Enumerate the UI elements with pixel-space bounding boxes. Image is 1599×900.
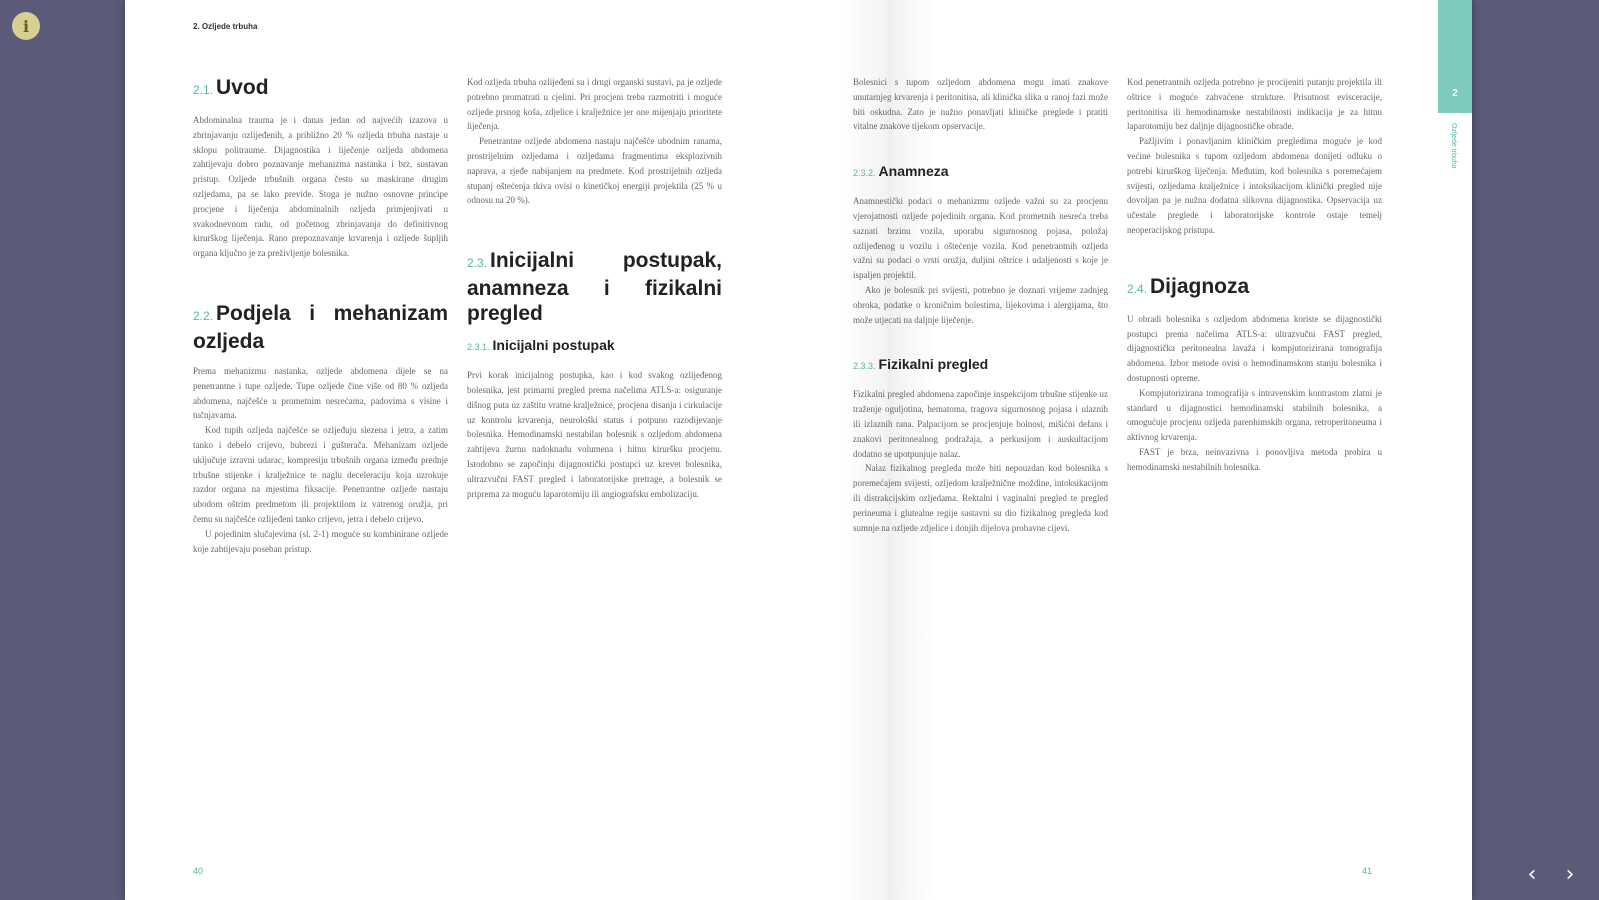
chapter-tab-label: Ozljede trbuha <box>1450 123 1457 169</box>
paragraph: U obradi bolesnika s ozljedom abdomena koriste se dijagnostički postupci prema načelima ATLS-a: ultrazvučni FAST pregled, dijagnostička peritonealna lavaža i kompjutorizirana tomografija abdomena. Izbor metode ovisi o hemodinamskom stanju bolesnika i dostupnosti opreme. <box>1127 313 1382 383</box>
subsection-number: 2.3.1. <box>467 342 490 353</box>
section-number: 2.3. <box>467 256 488 271</box>
paragraph: Kod tupih ozljeda najčešće se ozljeđuju slezena i jetra, a zatim tanko i debelo crijevo, bubrezi i gušterača. Mehanizam ozljede uključuje izravni udarac, kompresiju trbušnih organa između prednje trbušne stijenke i kralježnice te naglu deceleraciju koja uzrokuje razdor organa na mjestima fiksacije. Penetrantne ozljede nastaju ubodom oštrim predmetom ili projektilom iz vatrenog oružja, pri čemu su najčešće ozlijeđeni tanko crijevo, jetra i debelo crijevo. <box>193 425 448 524</box>
chapter-tab-number: 2 <box>1452 88 1458 99</box>
right-page-column-1 <box>853 75 1108 535</box>
section-heading-uvod <box>193 75 448 103</box>
paragraph: U pojedinim slučajevima (sl. 2-1) moguće su kombinirane ozljede koje zahtijevaju poseban pristup. <box>193 528 448 554</box>
section-number: 2.4. <box>1127 281 1148 296</box>
previous-page-button[interactable]: ‹ <box>1527 862 1537 887</box>
paragraph: Ako je bolesnik pri svijesti, potrebno je doznati vrijeme zadnjeg obroka, podatke o kroničnim bolestima, lijekovima i alergijama, što može utjecati na daljnje liječenje. <box>853 284 1108 325</box>
left-page-column-1 <box>193 75 448 556</box>
paragraph: Prvi korak inicijalnog postupka, kao i kod svakog ozlijeđenog bolesnika, jest primarni pregled prema načelima ATLS-a: osiguranje dišnog puta uz zaštitu vratne kralježnice, procjena disanja i cirkulacije uz kontrolu krvarenja, neurološki status i potpuno razodijevanje bolesnika. Hemodinamski nestabilan bolesnik s ozljedom abdomena zahtijeva žurnu nadoknadu volumena i hitnu kiruršku procjenu. Istodobno se započinju dijagnostički postupci uz krevet bolesnika, ultrazvučni FAST pregled i laboratorijske pretrage, a bolesnik se priprema za moguću laparotomiju ili angiografsku embolizaciju. <box>467 370 722 499</box>
paragraph: Bolesnici s tupom ozljedom abdomena mogu imati znakove unutarnjeg krvarenja i peritonitisa, ali klinička slika u ranoj fazi može biti oskudna. Zato je nužno ponavljati kliničke preglede i pratiti vitalne znakove tijekom opservacije. <box>853 77 1108 132</box>
paragraph: Prema mehanizmu nastanka, ozljede abdomena dijele se na penetrantne i tupe ozljede. Tupe ozljede čine više od 80 % ozljeda abdomena, najčešće u prometnim nesrećama, padovima s visine i tučnjavama. <box>193 365 448 421</box>
paragraph: Fizikalni pregled abdomena započinje inspekcijom trbušne stijenke uz traženje oguljotina, hematoma, tragova sigurnosnog pojasa i ulaznih ili izlaznih rana. Palpacijom se procjenjuje bolnost, mišićni defans i znakovi peritonealnog podražaja, a perkusijom i auskultacijom dodatno se upotpunjuje nalaz. <box>853 389 1108 459</box>
subsection-number: 2.3.2. <box>853 168 876 179</box>
section-number: 2.1. <box>193 83 214 97</box>
paragraph: Nalaz fizikalnog pregleda može biti nepouzdan kod bolesnika s poremećajem svijesti, ozljedom kralježnične moždine, intoksikacijom ili distrakcijskim ozljedama. Rektalni i vaginalni pregled te pregled perineuma i glutealne regije sastavni su dio fizikalnog pregleda kod sumnje na ozljede zdjelice i donjih dijelova probavne cijevi. <box>853 463 1108 533</box>
right-page-column-2 <box>1127 75 1382 475</box>
subsection-heading-inicijalni-postupak <box>467 336 722 356</box>
subsection-title: Inicijalni postupak <box>492 337 615 354</box>
section-heading-inicijalni <box>467 248 722 326</box>
paragraph: FAST je brza, neinvazivna i ponovljiva metoda probira u hemodinamski nestabilnih bolesnika. <box>1127 446 1382 472</box>
section-heading-dijagnoza <box>1127 274 1382 302</box>
paragraph: Kod ozljeda trbuha ozlijeđeni su i drugi organski sustavi, pa je ozljede potrebno promatrati u cjelini. Pri procjeni treba razmotriti i moguće ozljede prsnog koša, zdjelice i kralježnice jer one mijenjaju prioritete liječenja. <box>467 77 722 132</box>
info-button[interactable]: i <box>12 12 40 40</box>
paragraph: Abdominalna trauma je i danas jedan od najvećih izazova u zbrinjavanju ozlijeđenih, a približno 20 % ozljeda trbuha nastaje u sklopu politraume. Dijagnostika i liječenje ozljeda abdomena zahtijevaju dobro poznavanje mehanizma nastanka i brz, sustavan pristup. Ozljede trbušnih organa često su maskirane drugim ozljedama, pa se lako previde. Stoga je nužno osnovne principe procjene i liječenja abdominalnih ozljeda primjenjivati u svakodnevnom radu, od početnog zbrinjavanja do definitivnog kirurškog liječenja. Rano prepoznavanje krvarenja i ozljede šupljih organa ključno je za preživljenje bolesnika. <box>193 115 448 259</box>
section-title: Dijagnoza <box>1150 274 1250 298</box>
subsection-number: 2.3.3. <box>853 361 876 372</box>
page-number-right: 41 <box>1362 866 1373 876</box>
section-title: Podjela i mehanizam ozljeda <box>193 301 448 353</box>
subsection-title: Fizikalni pregled <box>878 356 989 373</box>
subsection-title: Anamneza <box>878 163 949 180</box>
running-head: 2. Ozljede trbuha <box>193 22 258 31</box>
section-title: Uvod <box>216 76 269 99</box>
page-number-left: 40 <box>193 866 204 876</box>
paragraph: Pažljivim i ponavljanim kliničkim pregledima moguće je kod većine bolesnika s tupom ozljedom abdomena donijeti odluku o potrebi kirurškog liječenja. Međutim, kod bolesnika s poremećajem svijesti, ozljedama kralježnice i intoksikacijom klinički pregled nije dovoljan pa je nužna dodatna slikovna dijagnostika. Opservacija uz učestale preglede i laboratorijske kontrole ostaje temelj neoperacijskog pristupa. <box>1127 136 1382 235</box>
left-page-column-2 <box>467 75 722 501</box>
section-number: 2.2. <box>193 308 214 323</box>
paragraph: Kod penetrantnih ozljeda potrebno je procijeniti putanju projektila ili oštrice i moguće zahvaćene strukture. Prisutnost evisceracije, peritonitisa ili hemodinamske nestabilnosti indikacija je za hitnu laparotomiju bez daljnje dijagnostičke obrade. <box>1127 77 1382 132</box>
subsection-heading-fizikalni-pregled <box>853 355 1108 375</box>
paragraph: Penetrantne ozljede abdomena nastaju najčešće ubodnim ranama, prostrijelnim ozljedama i ozljedama fragmentima eksplozivnih naprava, a rjeđe nabijanjem na predmete. Kod prostrijelnih ozljeda stupanj oštećenja tkiva ovisi o kinetičkoj energiji projektila (25 % u odnosu na 20 %). <box>467 136 722 206</box>
paragraph: Anamnestički podaci o mehanizmu ozljede važni su za procjenu vjerojatnosti ozljede pojedinih organa. Kod prometnih nesreća treba saznati brzinu vozila, uporabu sigurnosnog pojasa, položaj ozlijeđenog u vozilu i oštećenje vozila. Kod penetrantnih ozljeda važni su podaci o vrsti oružja, duljini oštrice i udaljenosti s koje je ispaljen projektil. <box>853 196 1108 281</box>
paragraph: Kompjutorizirana tomografija s intravenskim kontrastom zlatni je standard u dijagnostici hemodinamski stabilnih bolesnika, a omogućuje procjenu ozljeda parenhimskih organa, retroperitoneuma i aktivnog krvarenja. <box>1127 387 1382 443</box>
subsection-heading-anamneza <box>853 162 1108 182</box>
section-heading-podjela <box>193 301 448 354</box>
section-title: Inicijalni postupak, anamneza i fizikalni pregled <box>467 249 722 326</box>
next-page-button[interactable]: › <box>1565 862 1575 887</box>
book-spread <box>125 0 1472 900</box>
